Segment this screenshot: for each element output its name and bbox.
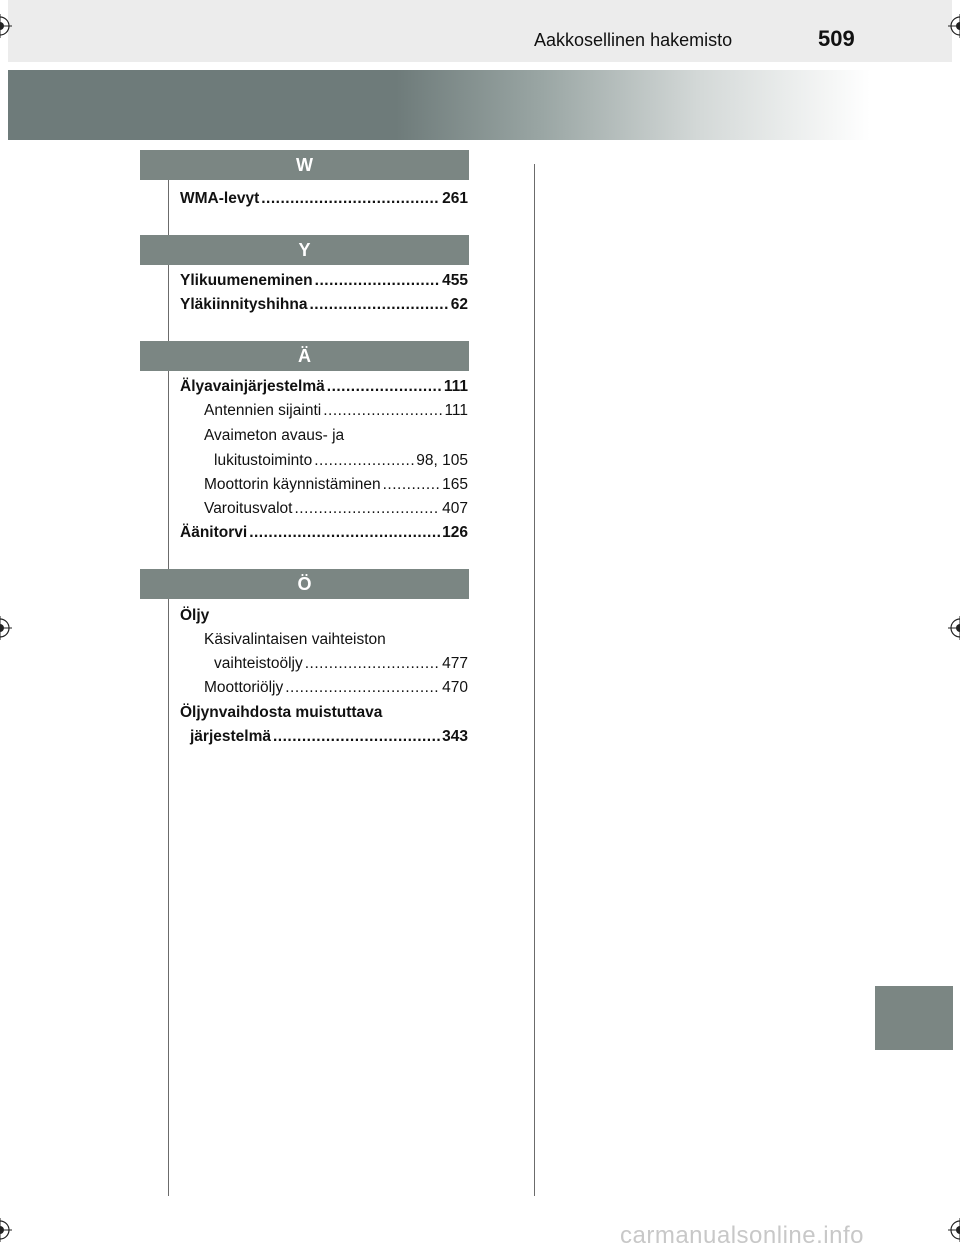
leader-dots bbox=[305, 656, 440, 672]
middle-column-rule bbox=[534, 164, 535, 1196]
leader-dots bbox=[285, 680, 440, 696]
top-band bbox=[8, 0, 952, 62]
index-subentry-continuation bbox=[214, 453, 468, 469]
entry-page: 470 bbox=[442, 679, 468, 696]
entry-label: Moottoriöljy bbox=[204, 679, 284, 696]
section-header-o-umlaut: Ö bbox=[140, 569, 469, 599]
entry-page: 126 bbox=[442, 524, 468, 541]
entry-label: Varoitusvalot bbox=[204, 500, 293, 517]
crosshair-target-icon bbox=[0, 616, 12, 640]
leader-dots bbox=[309, 297, 448, 313]
leader-dots bbox=[315, 273, 440, 289]
leader-dots bbox=[249, 525, 440, 541]
thumb-index-tab bbox=[875, 986, 953, 1050]
entry-page: 165 bbox=[442, 476, 468, 493]
leader-dots bbox=[323, 403, 442, 419]
section-header-a-umlaut: Ä bbox=[140, 341, 469, 371]
entry-label: WMA-levyt bbox=[180, 190, 260, 207]
index-subentry bbox=[204, 403, 468, 419]
entry-label: järjestelmä bbox=[190, 728, 271, 745]
entry-label: Älyavainjärjestelmä bbox=[180, 378, 325, 395]
entry-label: lukitustoiminto bbox=[214, 452, 313, 469]
index-subentry bbox=[204, 680, 468, 696]
leader-dots bbox=[314, 453, 414, 469]
entry-page: 98, 105 bbox=[416, 452, 468, 469]
leader-dots bbox=[383, 477, 441, 493]
entry-label: Yläkiinnityshihna bbox=[180, 296, 308, 313]
leader-dots bbox=[273, 729, 440, 745]
index-subentry: Käsivalintaisen vaihteiston bbox=[204, 631, 386, 648]
index-subentry-continuation bbox=[214, 656, 468, 672]
entry-page: 261 bbox=[442, 190, 468, 207]
entry-page: 477 bbox=[442, 655, 468, 672]
index-entry: Öljy bbox=[180, 607, 210, 624]
entry-page: 407 bbox=[442, 500, 468, 517]
index-entry bbox=[180, 525, 468, 541]
index-entry bbox=[180, 191, 468, 207]
crosshair-target-icon bbox=[0, 1218, 12, 1242]
entry-page: 62 bbox=[450, 296, 468, 313]
index-entry: Öljynvaihdosta muistuttava bbox=[180, 704, 383, 721]
entry-label: Ylikuumeneminen bbox=[180, 272, 313, 289]
entry-page: 455 bbox=[442, 272, 468, 289]
running-header-title: Aakkosellinen hakemisto bbox=[534, 30, 733, 50]
index-entry bbox=[180, 273, 468, 289]
entry-label: Moottorin käynnistäminen bbox=[204, 476, 381, 493]
crosshair-target-icon bbox=[948, 616, 960, 640]
page-number: 509 bbox=[818, 26, 855, 51]
index-entry bbox=[180, 297, 468, 313]
leader-dots bbox=[294, 501, 440, 517]
entry-label: Äänitorvi bbox=[180, 524, 248, 541]
crosshair-target-icon bbox=[0, 14, 12, 38]
entry-page: 111 bbox=[443, 378, 468, 395]
index-subentry bbox=[204, 477, 468, 493]
left-column-rule bbox=[168, 168, 169, 1196]
leader-dots bbox=[327, 379, 442, 395]
section-header-y: Y bbox=[140, 235, 469, 265]
entry-page: 343 bbox=[442, 728, 468, 745]
index-entry-continuation bbox=[190, 729, 468, 745]
watermark: carmanualsonline.info bbox=[620, 1222, 864, 1249]
entry-label: vaihteistoöljy bbox=[214, 655, 303, 672]
header-gradient-bar bbox=[8, 70, 870, 140]
section-header-w: W bbox=[140, 150, 469, 180]
index-subentry: Avaimeton avaus- ja bbox=[204, 427, 345, 444]
leader-dots bbox=[261, 191, 440, 207]
index-entry bbox=[180, 379, 468, 395]
crosshair-target-icon bbox=[948, 1218, 960, 1242]
index-subentry bbox=[204, 501, 468, 517]
entry-label: Antennien sijainti bbox=[204, 402, 322, 419]
entry-page: 111 bbox=[444, 402, 468, 419]
crosshair-target-icon bbox=[948, 14, 960, 38]
